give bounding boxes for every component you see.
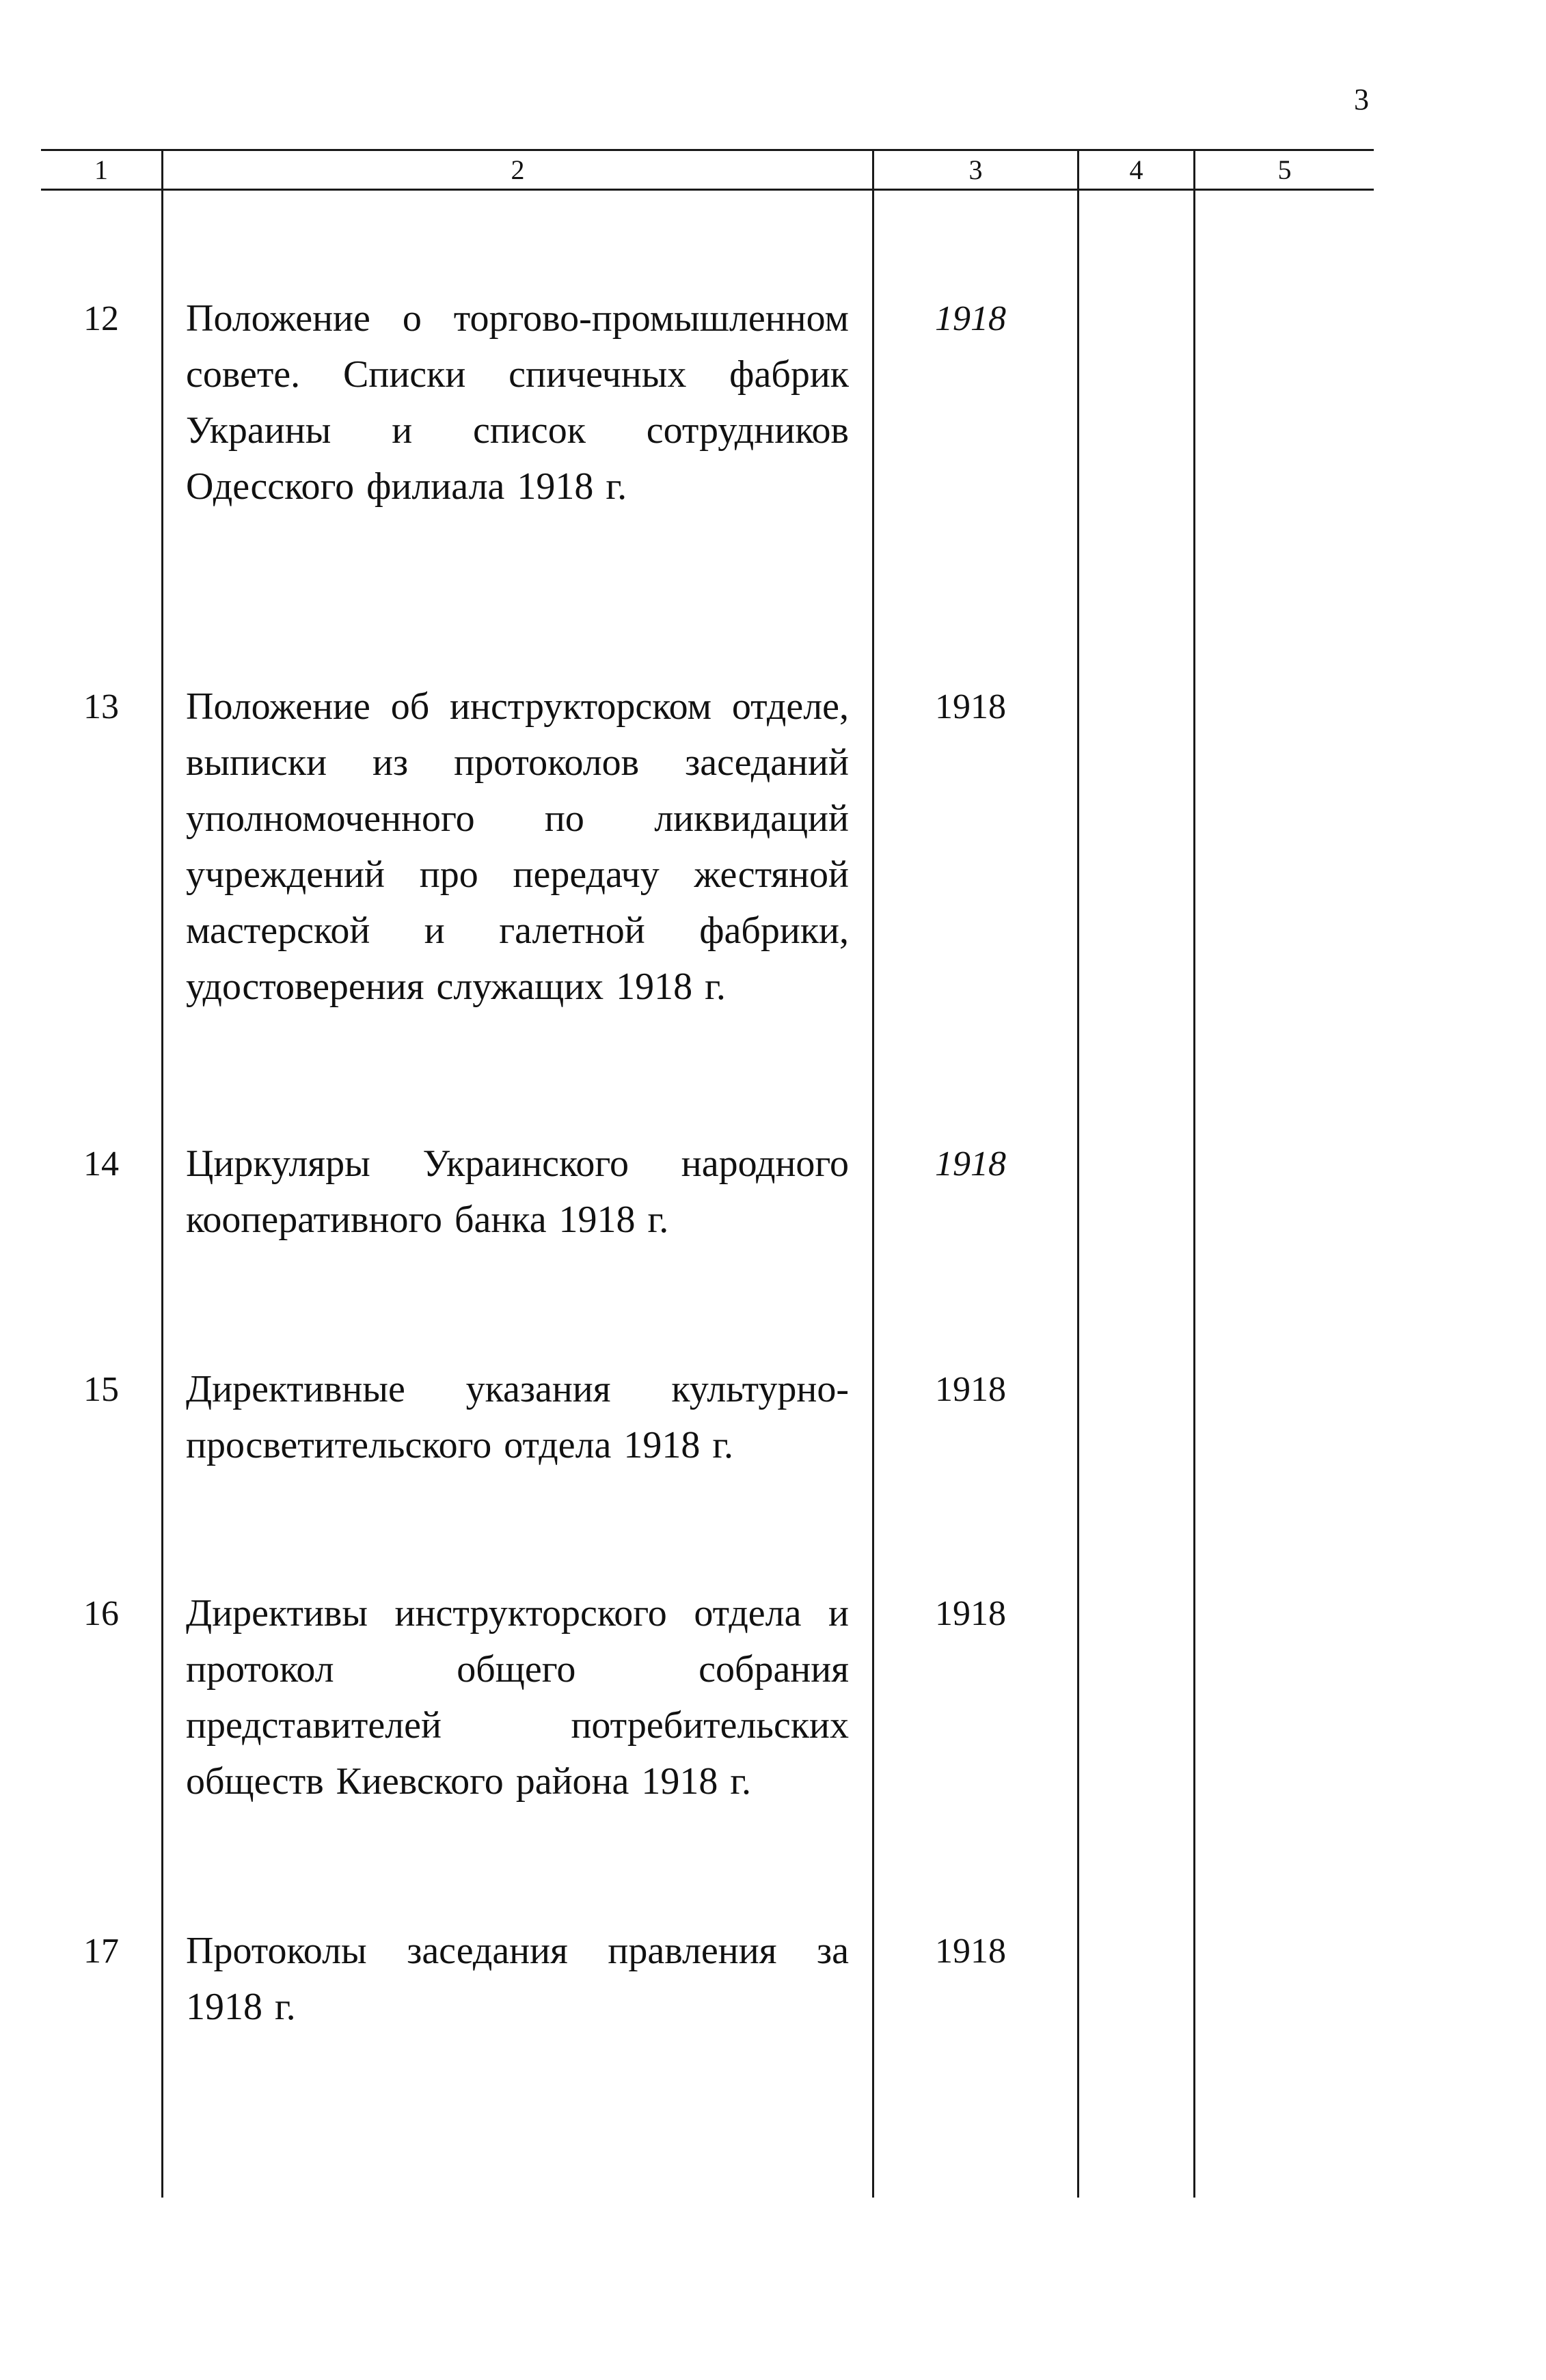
column-divider-3 xyxy=(1077,149,1079,2198)
column-header-2: 2 xyxy=(511,154,525,185)
row-number: 15 xyxy=(83,1370,119,1409)
row-number: 16 xyxy=(83,1594,119,1633)
row-description: Циркуляры Украинского народного кооперативного банка 1918 г. xyxy=(186,1143,849,1241)
row-year: 1918 xyxy=(935,1370,1006,1409)
table-top-rule xyxy=(41,149,1374,151)
column-divider-1 xyxy=(161,149,163,2198)
row-number: 17 xyxy=(83,1932,119,1971)
row-number: 12 xyxy=(83,299,119,338)
row-year: 1918 xyxy=(935,1594,1006,1633)
column-header-1: 1 xyxy=(94,154,108,185)
row-year: 1918 xyxy=(935,687,1006,726)
column-divider-4 xyxy=(1193,149,1195,2198)
row-description: Положение об инструкторском отделе, выписки из протоколов заседаний уполномоченного по ликвидаций учреждений про передачу жестяной мастерской и галетной фабрики, удостоверения служащих 1918 г. xyxy=(186,685,849,1008)
row-year: 1918 xyxy=(935,1145,1006,1184)
row-description: Директивы инструкторского отдела и протокол общего собрания представителей потребительских обществ Киевского района 1918 г. xyxy=(186,1592,849,1803)
row-number: 13 xyxy=(83,687,119,726)
column-header-3: 3 xyxy=(968,154,983,185)
page-number: 3 xyxy=(1354,83,1369,116)
row-number: 14 xyxy=(83,1145,119,1184)
row-description: Положение о торгово-промышленном совете. Списки спичечных фабрик Украины и список сотрудников Одесского филиала 1918 г. xyxy=(186,297,849,508)
column-header-4: 4 xyxy=(1129,154,1143,185)
row-year: 1918 xyxy=(935,1932,1006,1971)
column-header-5: 5 xyxy=(1277,154,1292,185)
row-description: Директивные указания культурно-просветительского отдела 1918 г. xyxy=(186,1368,849,1466)
row-year: 1918 xyxy=(935,299,1006,338)
column-divider-2 xyxy=(872,149,874,2198)
header-bottom-rule xyxy=(41,189,1374,191)
row-description: Протоколы заседания правления за 1918 г. xyxy=(186,1930,849,2028)
